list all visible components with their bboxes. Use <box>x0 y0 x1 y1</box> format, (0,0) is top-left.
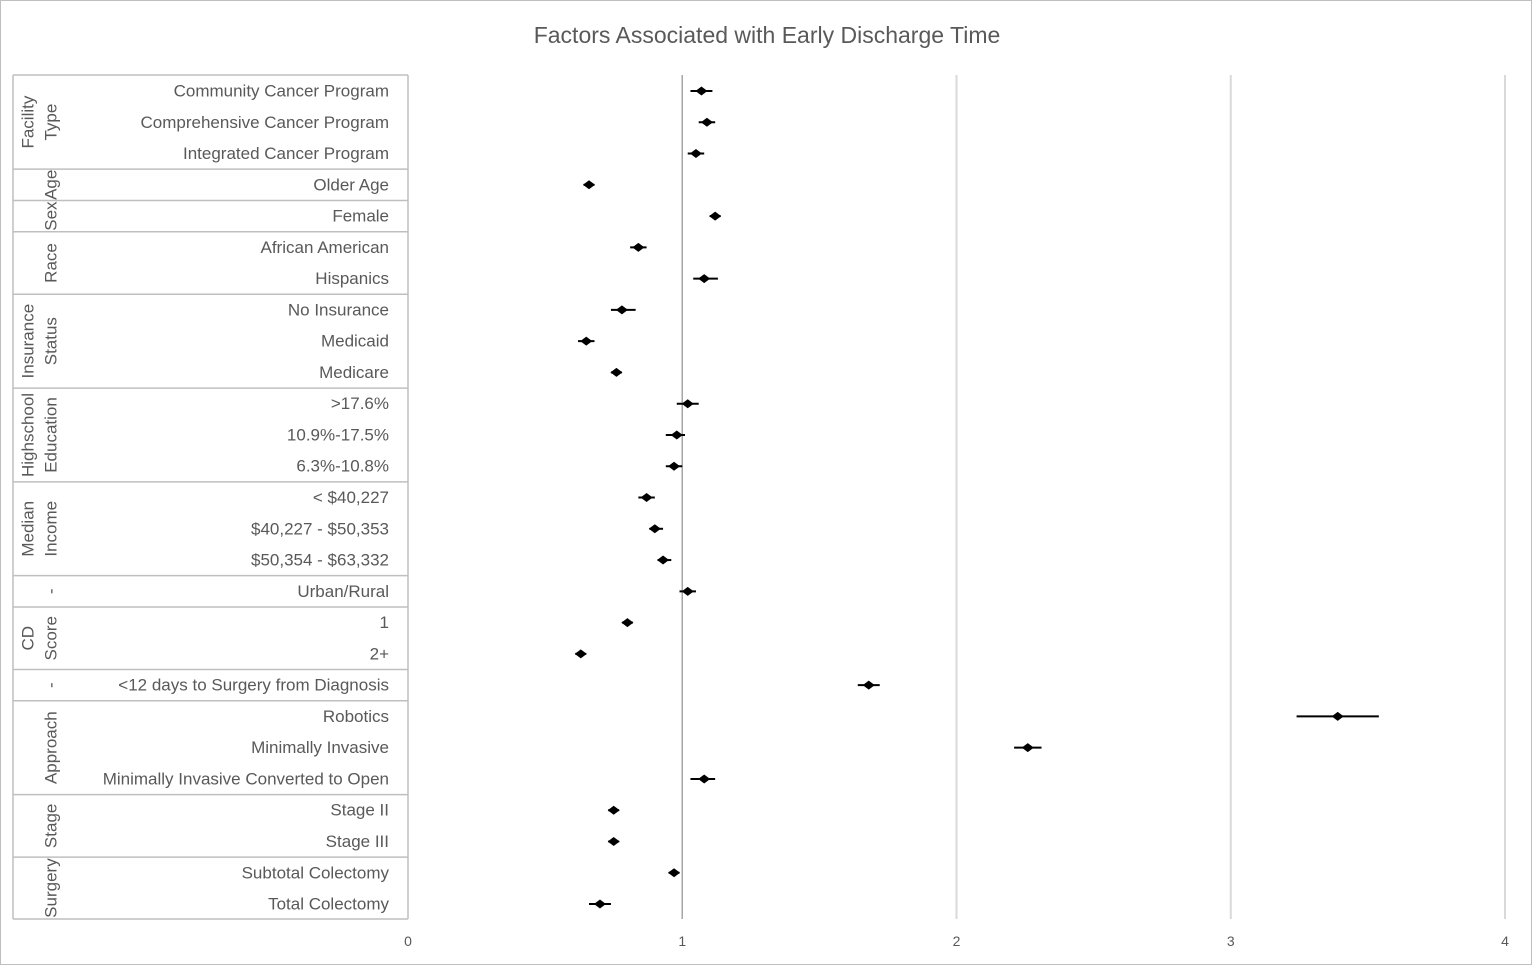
estimate-point <box>1332 712 1344 721</box>
x-tick-label: 0 <box>404 933 412 949</box>
x-tick-label: 3 <box>1226 933 1235 949</box>
group-label: Income <box>41 500 61 557</box>
row-label: Subtotal Colectomy <box>241 863 389 883</box>
estimate-point <box>594 900 606 909</box>
x-tick-label: 2 <box>952 933 961 949</box>
x-gridlines <box>682 75 1505 919</box>
row-label: Minimally Invasive <box>251 738 389 758</box>
estimate-point <box>695 87 707 96</box>
row-label: >17.6% <box>330 394 389 414</box>
group-label: Sex <box>41 201 61 231</box>
estimate-point <box>621 618 633 627</box>
row-label: Integrated Cancer Program <box>183 144 389 164</box>
row-label: 6.3%-10.8% <box>296 456 389 476</box>
row-label: Community Cancer Program <box>173 81 389 101</box>
row-label: <12 days to Surgery from Diagnosis <box>118 675 389 695</box>
estimate-point <box>1022 743 1034 752</box>
estimate-point <box>657 556 669 565</box>
group-label: Approach <box>41 711 61 785</box>
group-label: Score <box>41 616 61 661</box>
row-label: Urban/Rural <box>297 581 389 601</box>
row-label: Stage III <box>325 831 389 851</box>
estimate-point <box>575 649 587 658</box>
row-label: Medicaid <box>320 331 389 351</box>
x-axis-ticks <box>404 933 1509 949</box>
estimate-markers <box>575 87 1379 909</box>
row-label: Older Age <box>313 175 389 195</box>
row-label: 2+ <box>369 644 389 664</box>
chart-title: Factors Associated with Early Discharge Time <box>533 22 1001 48</box>
forest-plot-svg <box>1 1 1531 964</box>
estimate-point <box>668 462 680 471</box>
group-label: Highschool <box>18 392 38 478</box>
estimate-point <box>671 430 683 439</box>
group-label: Insurance <box>18 303 38 379</box>
group-label: Facility <box>18 95 38 149</box>
x-tick-label: 4 <box>1501 933 1509 949</box>
row-label: African American <box>260 237 389 257</box>
group-label: Type <box>41 103 61 141</box>
row-label: Female <box>332 206 389 226</box>
row-label: Total Colectomy <box>268 894 389 914</box>
estimate-point <box>610 368 622 377</box>
row-label: Medicare <box>319 362 389 382</box>
row-label: $50,354 - $63,332 <box>250 550 389 570</box>
group-label: Education <box>41 397 61 473</box>
estimate-point <box>698 274 710 283</box>
estimate-point <box>583 180 595 189</box>
category-table <box>13 75 408 919</box>
row-label: Comprehensive Cancer Program <box>140 112 389 132</box>
estimate-point <box>641 493 653 502</box>
x-tick-label: 1 <box>678 933 687 949</box>
row-label: Robotics <box>322 706 389 726</box>
group-label: Median <box>18 500 38 557</box>
group-label: Stage <box>41 803 61 849</box>
estimate-point <box>863 681 875 690</box>
row-label: 1 <box>379 613 389 633</box>
estimate-point <box>649 524 661 533</box>
group-label: Age <box>41 169 61 200</box>
row-label: No Insurance <box>287 300 389 320</box>
row-label: $40,227 - $50,353 <box>250 519 389 539</box>
estimate-point <box>668 868 680 877</box>
estimate-point <box>608 837 620 846</box>
estimate-point <box>580 337 592 346</box>
group-label: Surgery <box>41 858 61 918</box>
estimate-point <box>608 806 620 815</box>
group-label: - <box>41 588 61 595</box>
row-label: Minimally Invasive Converted to Open <box>102 769 389 789</box>
group-label: Race <box>41 243 61 283</box>
row-label: Hispanics <box>315 269 389 289</box>
row-label: 10.9%-17.5% <box>286 425 389 445</box>
estimate-point <box>690 149 702 158</box>
estimate-point <box>682 587 694 596</box>
estimate-point <box>698 774 710 783</box>
group-label: - <box>41 682 61 688</box>
row-label: Stage II <box>330 800 389 820</box>
estimate-point <box>616 305 628 314</box>
group-label: Status <box>41 317 61 366</box>
estimate-point <box>632 243 644 252</box>
estimate-point <box>682 399 694 408</box>
estimate-point <box>701 118 713 127</box>
row-label: < $40,227 <box>312 488 389 508</box>
group-label: CD <box>18 625 38 651</box>
estimate-point <box>709 212 721 221</box>
